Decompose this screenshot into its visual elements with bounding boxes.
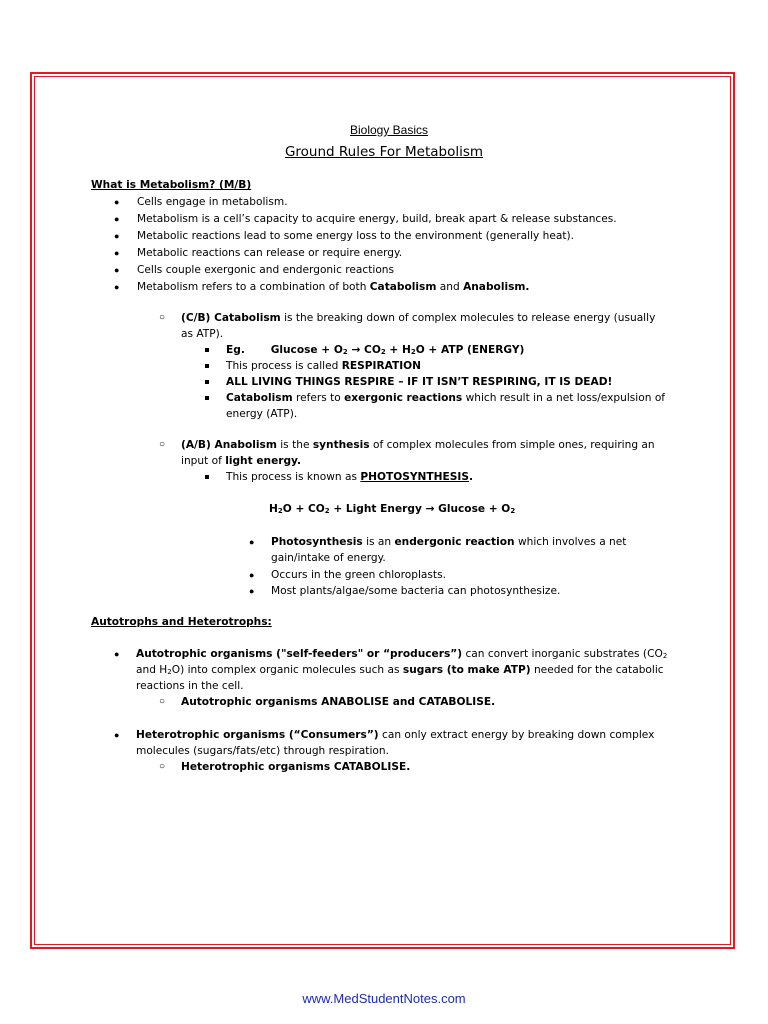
list-item-cont: reactions in the cell. <box>136 680 244 692</box>
bullet-icon: ● <box>114 730 120 740</box>
section-heading-trophs: Autotrophs and Heterotrophs: <box>91 616 272 628</box>
list-item-cont: gain/intake of energy. <box>271 552 386 564</box>
bullet-icon: ● <box>114 265 120 275</box>
footer-link[interactable]: www.MedStudentNotes.com <box>302 991 466 1006</box>
list-item: Metabolic reactions can release or require energy. <box>137 247 403 259</box>
list-item: This process is known as PHOTOSYNTHESIS. <box>226 471 473 483</box>
bullet-icon: ● <box>249 537 255 547</box>
list-item: Metabolism refers to a combination of both Catabolism and Anabolism. <box>137 281 530 293</box>
list-item: Catabolism refers to exergonic reactions which result in a net loss/expulsion of <box>226 392 666 404</box>
list-item: Heterotrophic organisms (“Consumers”) can only extract energy by breaking down complex <box>136 729 655 741</box>
square-bullet-icon <box>205 364 209 368</box>
document-title: Ground Rules For Metabolism <box>284 144 484 160</box>
bullet-icon: ● <box>114 214 120 224</box>
bullet-icon: ● <box>114 197 120 207</box>
square-bullet-icon <box>205 348 209 352</box>
square-bullet-icon <box>205 396 209 400</box>
list-item: Metabolic reactions lead to some energy loss to the environment (generally heat). <box>137 230 575 242</box>
list-item: Most plants/algae/some bacteria can photosynthesize. <box>271 585 561 597</box>
square-bullet-icon <box>205 475 209 479</box>
bullet-icon: ● <box>114 282 120 292</box>
list-item: ALL LIVING THINGS RESPIRE – IF IT ISN’T RESPIRING, IT IS DEAD! <box>226 376 613 388</box>
list-item: Cells couple exergonic and endergonic reactions <box>137 264 395 276</box>
respiration-equation: Eg. $Glucose + O_2 \to CO_2 + H_2O$ + ATP (ENERGY) <box>226 344 525 356</box>
bullet-icon: ● <box>114 231 120 241</box>
square-bullet-icon <box>205 380 209 384</box>
list-item: Heterotrophic organisms CATABOLISE. <box>181 761 411 773</box>
document-subtitle: Biology Basics <box>349 123 429 137</box>
photosynthesis-equation: $H_2O + CO_2$ + Light Energy → $Glucose + O_2$ <box>269 503 516 515</box>
list-item: Autotrophic organisms ("self-feeders" or “producers”) can convert inorganic substrates ($CO_2$ <box>136 648 668 660</box>
list-item: Cells engage in metabolism. <box>137 196 288 208</box>
bullet-icon: ● <box>114 248 120 258</box>
catabolism-definition-cont: as ATP). <box>181 328 224 340</box>
list-item-cont: energy (ATP). <box>226 408 298 420</box>
list-item: Occurs in the green chloroplasts. <box>271 569 446 581</box>
bullet-icon: ● <box>249 570 255 580</box>
list-item-cont: and $H_2O$) into complex organic molecules such as sugars (to make ATP) needed for the catabolic <box>136 664 664 676</box>
arrow-right-icon: → <box>425 503 435 515</box>
list-item: Metabolism is a cell’s capacity to acquire energy, build, break apart & release substances. <box>137 213 617 225</box>
catabolism-definition: (C/B) Catabolism is the breaking down of complex molecules to release energy (usually <box>181 312 656 324</box>
circle-bullet-icon: ○ <box>159 696 166 707</box>
arrow-right-icon: → <box>351 344 361 356</box>
list-item: Autotrophic organisms ANABOLISE and CATABOLISE. <box>181 696 496 708</box>
bullet-icon: ● <box>114 649 120 659</box>
circle-bullet-icon: ○ <box>159 761 166 772</box>
anabolism-definition-cont: input of light energy. <box>181 455 302 467</box>
list-item: Photosynthesis is an endergonic reaction which involves a net <box>271 536 627 548</box>
circle-bullet-icon: ○ <box>159 312 166 323</box>
circle-bullet-icon: ○ <box>159 439 166 450</box>
list-item-cont: molecules (sugars/fats/etc) through respiration. <box>136 745 389 757</box>
list-item: This process is called RESPIRATION <box>226 360 422 372</box>
bullet-icon: ● <box>249 586 255 596</box>
section-heading-metabolism: What is Metabolism? (M/B) <box>91 179 252 191</box>
anabolism-definition: (A/B) Anabolism is the synthesis of complex molecules from simple ones, requiring an <box>181 439 655 451</box>
